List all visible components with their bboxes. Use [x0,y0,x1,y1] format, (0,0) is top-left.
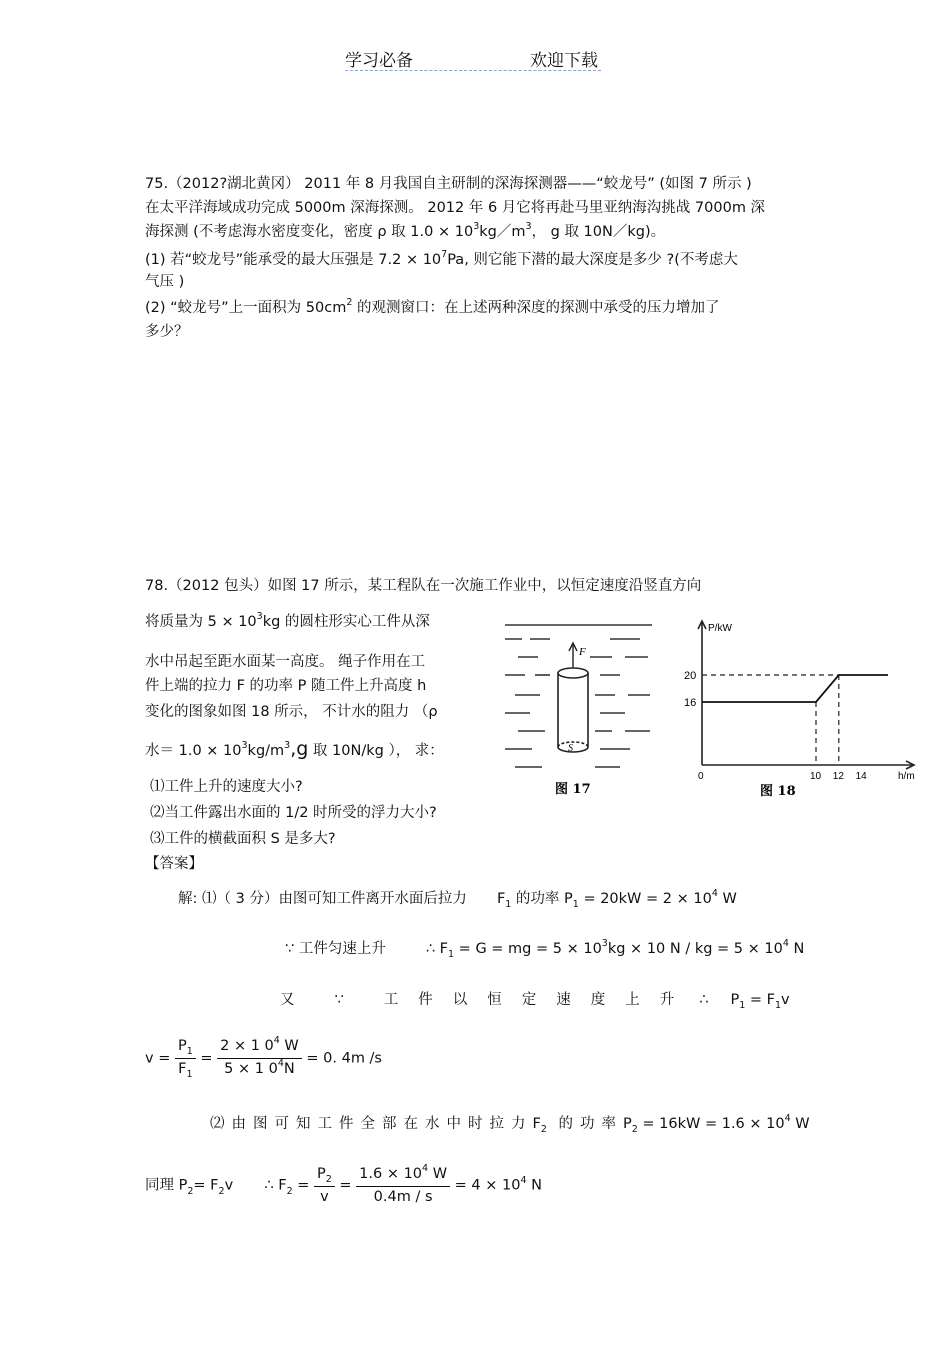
force-arrow [569,643,577,668]
sol-line2: ∵ 工件匀速上升 ∴ $F_1 = G$ = mg = $5 \times 10^3kg \times 10$ N / kg = $5 \times 10^4$ N [285,938,805,960]
header-divider [345,70,601,71]
x-tick-label-10: 10 [810,771,822,782]
sol-line4: ⑵由图可知工件全部在水中时拉力$F_2$ 的功率$P_2 = 16kW = 1.6 \times 10^4$ W [210,1113,810,1135]
y-tick-label-16: 16 [684,697,697,709]
q75-part1-cont: 气压 ) [145,274,185,290]
answer-tag: 【答案】 [145,856,203,872]
fraction-f2-values: $\frac{1.6 \times 10^4 W}{0.4m / s}$ [356,1164,450,1207]
q78-line2: 将质量为 $5 \times 10^3kg$ 的圆柱形实心工件从深 [145,611,430,630]
sol-force-formula: 同理 $P_2= F_2v$ ∴ $F_2$ = $\frac{P_2}{v}$ = $\frac{1.6 \times 10^4 W}{0.4m / s}$ = $4 \times 10^4$ N [145,1163,542,1205]
chart-xlabel: h/m [898,771,915,782]
figure18-caption: 图 18 [760,784,796,799]
q75-line3: 海探测 (不考虑海水密度变化，密度 ρ 取 $1.0 \times 10^3kg/m^3$， g 取 10N／kg)。 [145,221,666,240]
fraction-p2-v: $\frac{P_2}{v}$ [314,1164,335,1207]
fraction-values: $\frac{2 \times 1 0^4 W}{5 \times 1 0^4N}$ [217,1036,302,1081]
q78-line6: 水＝ $1.0 \times 10^3kg/m^3,g$ 取 10N/kg ）， 求： [145,738,444,760]
fraction-p1-f1: $\frac{P_1}{F_1}$ [175,1036,196,1081]
figure17-caption: 图 17 [555,782,591,797]
q78-ask1: ⑴工件上升的速度大小? [150,779,303,795]
header-left: 学习必备 [345,51,413,71]
sol-line3: 又 ∵ 工件以恒定速度上升 ∴ $P_1 = F_1v$ [280,992,790,1011]
q78-line5: 变化的图象如图 18 所示， 不计水的阻力 （ρ [145,704,438,720]
q78-line4: 件上端的拉力 F 的功率 P 随工件上升高度 h [145,678,427,694]
q75-part2-cont: 多少？ [145,324,189,340]
header-right: 欢迎下载 [530,51,598,71]
chart-ylabel: P/kW [708,623,732,634]
sol-line1: 解: ⑴（ 3 分）由图可知工件离开水面后拉力 $F_1$ 的功率 $P_1 = 20kW = 2 \times 10^4$ W [178,888,737,910]
cylinder-workpiece [558,668,588,752]
area-label: S [568,743,573,754]
x-tick-label-12: 12 [832,771,844,782]
q75-line1: 75.（2012?湖北黄冈） 2011 年 8 月我国自主研制的深海探测器——“蛟龙号” (如图 7 所示 ) [145,176,752,192]
series-line-P [702,675,888,702]
q78-ask2: ⑵当工件露出水面的 1/2 时所受的浮力大小? [150,805,437,821]
q78-ask3: ⑶工件的横截面积 S 是多大? [150,831,336,847]
y-tick-label-20: 20 [684,670,697,682]
figure17 [500,615,660,800]
q78-line3: 水中吊起至距水面某一高度。 绳子作用在工 [145,654,426,670]
figure18-chart [680,615,925,805]
force-label: F [579,646,586,658]
chart-origin: 0 [698,771,704,782]
x-tick-label-14: 14 [855,771,867,782]
sol-velocity-formula: v = $\frac{P_1}{F_1}$ = $\frac{2 \times 1 0^4 W}{5 \times 1 0^4N}$ = 0. 4m /s [145,1035,382,1080]
q78-line1: 78.（2012 包头）如图 17 所示，某工程队在一次施工作业中，以恒定速度沿竖直方向 [145,578,702,594]
q75-part2: (2) “蛟龙号”上一面积为 $50cm^2$ 的观测窗口：在上述两种深度的探测中承受的压力增加了 [145,297,720,316]
q75-line2: 在太平洋海域成功完成 5000m 深海探测。 2012 年 6 月它将再赴马里亚纳海沟挑战 7000m 深 [145,200,766,216]
chart-axes [698,621,914,769]
q75-part1: (1) 若“蛟龙号”能承受的最大压强是 $7.2 \times 10^7Pa$, 则它能下潜的最大深度是多少 ?(不考虑大 [145,249,738,268]
